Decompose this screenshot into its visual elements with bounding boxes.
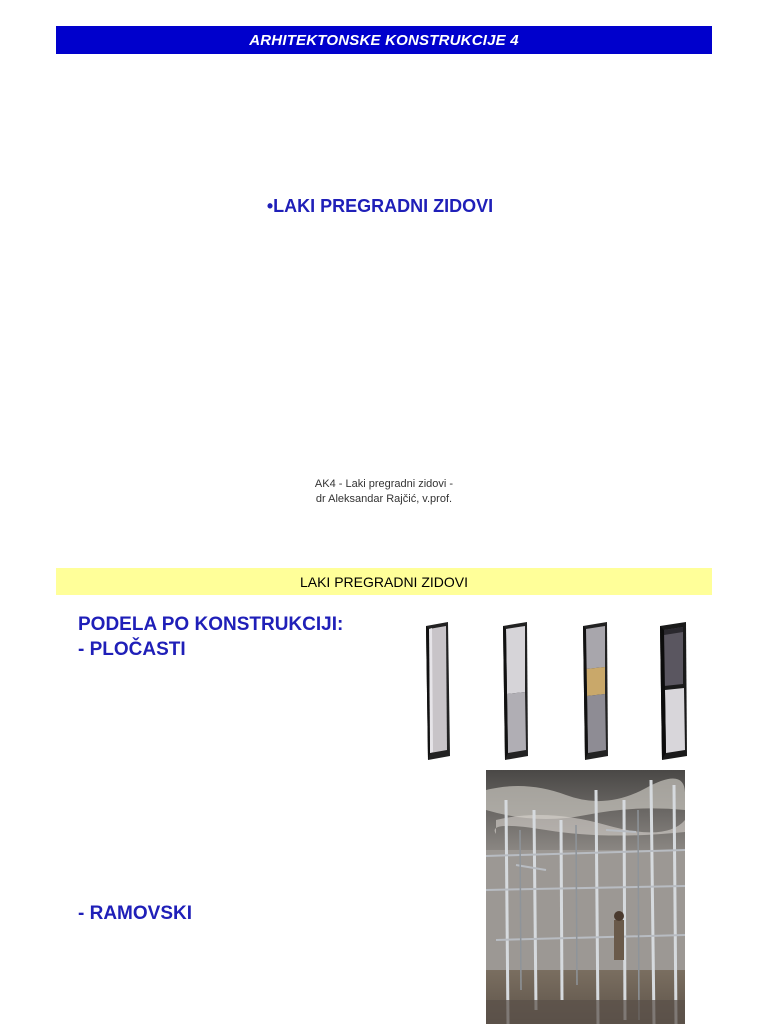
classification-heading xyxy=(78,612,343,662)
panel-type-label: - PLOČASTI xyxy=(78,639,186,660)
slide-topic-banner xyxy=(56,568,712,595)
footer-author-line: dr Aleksandar Rajčić, v.prof. xyxy=(315,493,453,505)
course-title-banner xyxy=(56,26,712,54)
solid-panel-icon xyxy=(420,622,452,760)
footer-course-line: AK4 - Laki pregradni zidovi - xyxy=(314,478,454,490)
classification-title: PODELA PO KONSTRUKCIJI: xyxy=(78,614,344,635)
framing-photo-drawing xyxy=(486,770,685,1024)
metal-stud-framing-photo xyxy=(486,770,685,1024)
gold-band-panel-icon xyxy=(577,622,611,760)
frame-type-label: - RAMOVSKI xyxy=(78,903,192,924)
slide-subtitle: •LAKI PREGRADNI ZIDOVI xyxy=(266,196,494,216)
two-tone-panel-icon xyxy=(497,622,531,760)
glazed-panel-icon xyxy=(656,622,690,760)
course-title: ARHITEKTONSKE KONSTRUKCIJE 4 xyxy=(249,31,519,49)
slide-footer xyxy=(0,477,768,507)
topic-title: LAKI PREGRADNI ZIDOVI xyxy=(299,573,469,590)
